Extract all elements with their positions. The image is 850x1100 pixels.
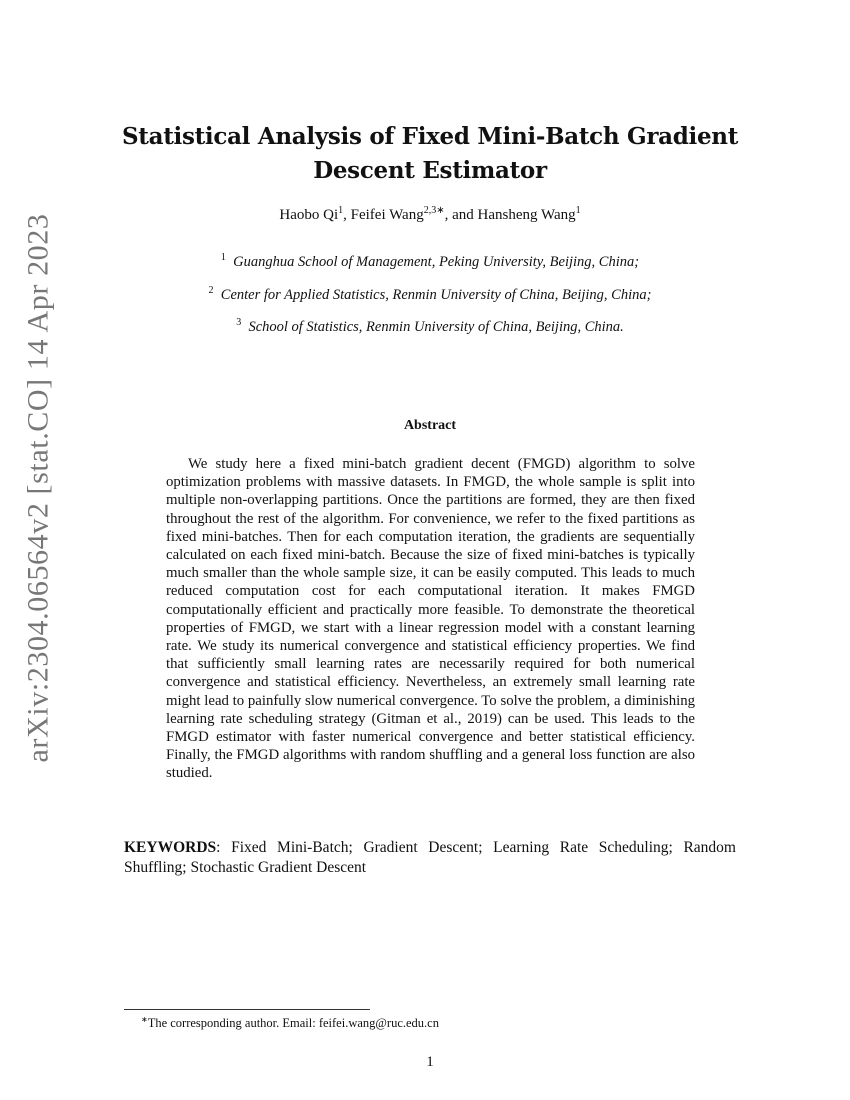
affiliation-mark: 3 <box>236 317 242 328</box>
affiliation-1 <box>100 252 760 271</box>
affiliation-mark: 2 <box>208 285 214 296</box>
affiliation-3 <box>100 317 760 336</box>
keywords-label: KEYWORDS <box>124 839 217 856</box>
keywords-section <box>124 838 736 878</box>
affiliation-text: School of Statistics, Renmin University of China, Beijing, China. <box>248 318 624 335</box>
footnote-text: The corresponding author. Email: feifei.wang@ruc.edu.cn <box>147 1016 439 1031</box>
keywords-text: : Fixed Mini-Batch; Gradient Descent; Learning Rate Scheduling; Random Shuffling; Stochastic Gradient Descent <box>124 839 736 876</box>
abstract-heading: Abstract <box>403 418 457 433</box>
footnote-rule <box>124 1009 370 1010</box>
affiliation-text: Guanghua School of Management, Peking University, Beijing, China; <box>233 253 640 270</box>
author-name: Haobo Qi <box>279 207 339 223</box>
arxiv-watermark <box>8 213 68 762</box>
affiliation-2 <box>100 285 760 304</box>
footnote-mark: ∗ <box>141 1015 148 1024</box>
author-affiliation-mark: 1 <box>575 205 581 216</box>
abstract-body: We study here a fixed mini-batch gradient decent (FMGD) algorithm to solve optimization problems with massive datasets. In FMGD, the whole sample is split into multiple non-overlapping partitions. Once the partitions are formed, they are then fixed throughout the rest of the algorithm. For convenience, we refer to the fixed partitions as fixed mini-batches. Then for each computation iteration, the gradients are sequentially calculated on each fixed mini-batch. Because the size of fixed mini-batches is typically much smaller than the whole sample size, it can be easily computed. This leads to much reduced computation cost for each computational iteration. It makes FMGD computationally efficient and practically more feasible. To demonstrate the theoretical properties of FMGD, we start with a linear regression model with a constant learning rate. We study its numerical convergence and statistical efficiency properties. We find that sufficiently small learning rates are necessarily required for both numerical convergence and statistical efficiency. Nevertheless, an extremely small learning rate might lead to painfully slow numerical convergence. To solve the problem, a diminishing learning rate scheduling strategy (Gitman et al., 2019) can be used. This leads to the FMGD estimator with faster numerical convergence and better statistical efficiency. Finally, the FMGD algorithms with random shuffling and a general loss function are also studied. <box>166 456 695 782</box>
author-name: Hansheng Wang <box>477 207 576 223</box>
author-affiliation-mark: 2,3∗ <box>423 205 445 216</box>
author-list <box>100 205 760 224</box>
author-name: Feifei Wang <box>350 207 424 223</box>
author-separator: , <box>343 207 351 223</box>
author-affiliation-mark: 1 <box>338 205 344 216</box>
page-number: 1 <box>426 1054 434 1070</box>
author-separator: , and <box>444 207 478 223</box>
footnote <box>124 1015 753 1031</box>
paper-title: Statistical Analysis of Fixed Mini-Batch Gradient Descent Estimator <box>121 123 739 184</box>
arxiv-id[interactable]: arXiv:2304.06564v2 [stat.CO] 14 Apr 2023 <box>21 213 54 762</box>
affiliation-mark: 1 <box>220 252 226 263</box>
affiliation-text: Center for Applied Statistics, Renmin University of China, Beijing, China; <box>220 286 652 303</box>
